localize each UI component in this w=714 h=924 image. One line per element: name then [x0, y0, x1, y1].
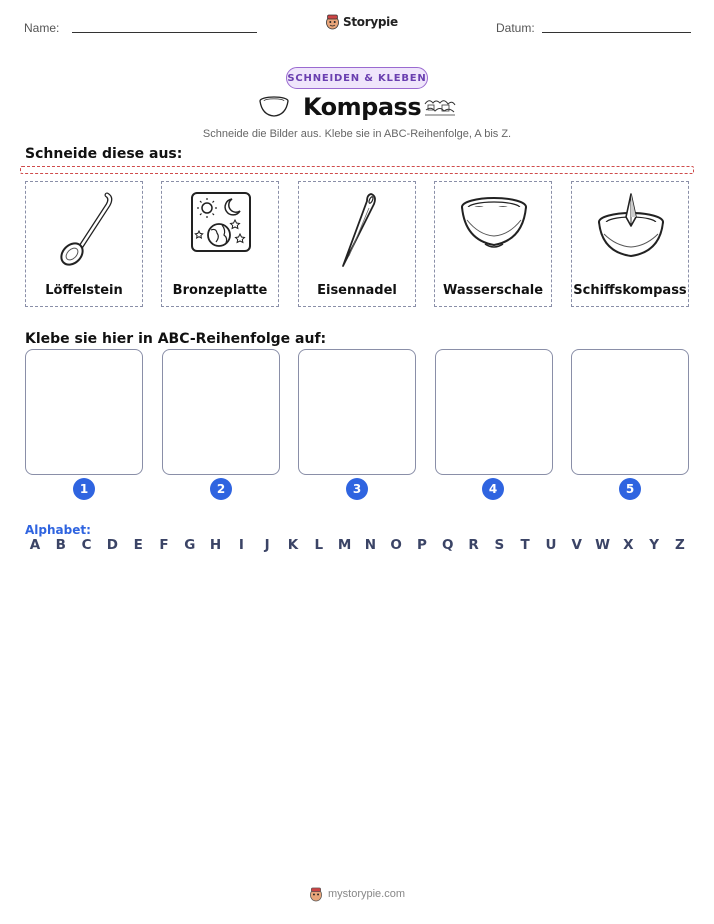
slot-number-1: 1: [73, 478, 95, 500]
alphabet-row: [25, 537, 690, 553]
cut-card-schiffskompass[interactable]: [571, 181, 689, 307]
page-title: Kompass: [303, 93, 422, 121]
card-label: Wasserschale: [442, 283, 544, 298]
storypie-logo: [325, 13, 398, 30]
card-label: Bronzeplatte: [172, 283, 268, 298]
alphabet-letter: W: [595, 537, 610, 553]
paste-heading: Klebe sie hier in ABC-Reihenfolge auf:: [25, 331, 327, 347]
alphabet-letter: J: [264, 537, 270, 553]
card-label: Schiffskompass: [573, 283, 687, 298]
alphabet-label: Alphabet:: [25, 523, 91, 537]
slot-number-2: 2: [210, 478, 232, 500]
alphabet-letter: O: [390, 537, 402, 553]
alphabet-letter: B: [55, 537, 66, 553]
slot-number-3: 3: [346, 478, 368, 500]
card-label: Eisennadel: [317, 283, 397, 298]
alphabet-letter: Y: [649, 537, 660, 553]
slot-number-5: 5: [619, 478, 641, 500]
spoon-icon: [50, 190, 120, 270]
paste-slot-3[interactable]: [298, 349, 416, 475]
alphabet-letter: L: [314, 537, 324, 553]
cut-card-eisennadel[interactable]: [298, 181, 416, 307]
alphabet-letter: G: [184, 537, 196, 553]
cut-heading: Schneide diese aus:: [25, 146, 183, 162]
map-doodle-icon: [423, 96, 457, 118]
date-label: Datum:: [496, 21, 535, 35]
paste-slot-4[interactable]: [435, 349, 553, 475]
alphabet-letter: H: [209, 537, 222, 553]
bowl-compass-icon: [596, 190, 666, 270]
alphabet-letter: A: [29, 537, 41, 553]
alphabet-letter: P: [417, 537, 427, 553]
name-label: Name:: [24, 21, 60, 35]
alphabet-letter: S: [494, 537, 505, 553]
footer-url[interactable]: mystorypie.com: [327, 888, 406, 900]
alphabet-letter: F: [159, 537, 169, 553]
alphabet-letter: D: [106, 537, 118, 553]
needle-icon: [323, 190, 393, 270]
name-field[interactable]: [72, 32, 257, 33]
alphabet-letter: U: [545, 537, 557, 553]
alphabet-letter: I: [238, 537, 244, 553]
storypie-mascot-icon: [309, 886, 323, 902]
footer: [0, 886, 714, 902]
bowl-icon: [258, 95, 290, 119]
alphabet-letter: M: [337, 537, 352, 553]
instructions: Schneide die Bilder aus. Klebe sie in ABC-Reihenfolge, A bis Z.: [202, 128, 512, 140]
brand-name: Storypie: [343, 14, 398, 29]
cut-card-bronzeplatte[interactable]: [161, 181, 279, 307]
paste-slot-2[interactable]: [162, 349, 280, 475]
storypie-mascot-icon: [325, 13, 340, 30]
slot-number-4: 4: [482, 478, 504, 500]
alphabet-letter: K: [287, 537, 299, 553]
alphabet-letter: T: [520, 537, 530, 553]
sun-moon-earth-plate-icon: [186, 190, 256, 270]
card-label: Löffelstein: [45, 283, 123, 298]
paste-slot-1[interactable]: [25, 349, 143, 475]
alphabet-letter: C: [81, 537, 92, 553]
paste-slot-5[interactable]: [571, 349, 689, 475]
cut-card-wasserschale[interactable]: [434, 181, 552, 307]
activity-badge: SCHNEIDEN & KLEBEN: [286, 67, 428, 89]
date-field[interactable]: [542, 32, 691, 33]
alphabet-letter: E: [133, 537, 143, 553]
alphabet-letter: X: [623, 537, 634, 553]
alphabet-letter: R: [468, 537, 479, 553]
water-bowl-icon: [459, 190, 529, 270]
alphabet-letter: V: [571, 537, 582, 553]
alphabet-letter: Z: [675, 537, 685, 553]
cut-line: [20, 166, 694, 174]
alphabet-letter: N: [364, 537, 377, 553]
cut-card-loeffelstein[interactable]: [25, 181, 143, 307]
alphabet-letter: Q: [442, 537, 454, 553]
